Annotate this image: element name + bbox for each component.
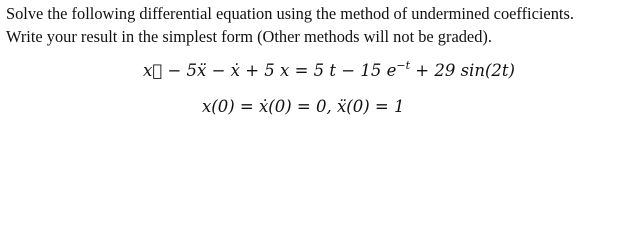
initial-conditions-text: x(0) = ẋ(0) = 0, ẍ(0) = 1	[202, 97, 405, 116]
instruction-line-1: Solve the following differential equation using the method of undermined coefficients.	[6, 4, 574, 23]
forcing-term-sine: 29 sin(2t)	[434, 61, 515, 80]
exponential-coefficient: 15 e	[360, 61, 397, 80]
exponential-exponent: −t	[396, 59, 410, 72]
forcing-term-linear: 5 t	[313, 61, 337, 80]
forcing-term-exponential	[360, 61, 410, 80]
minus-sign: −	[341, 61, 356, 80]
initial-conditions	[202, 99, 404, 116]
instruction-line-2: Write your result in the simplest form (Other methods will not be graded).	[6, 27, 492, 46]
plus-sign: +	[415, 61, 430, 80]
differential-equation	[143, 59, 515, 80]
equals-sign: =	[294, 61, 309, 80]
equation-lhs: x⃛ − 5ẍ − ẋ + 5 x	[143, 61, 290, 80]
